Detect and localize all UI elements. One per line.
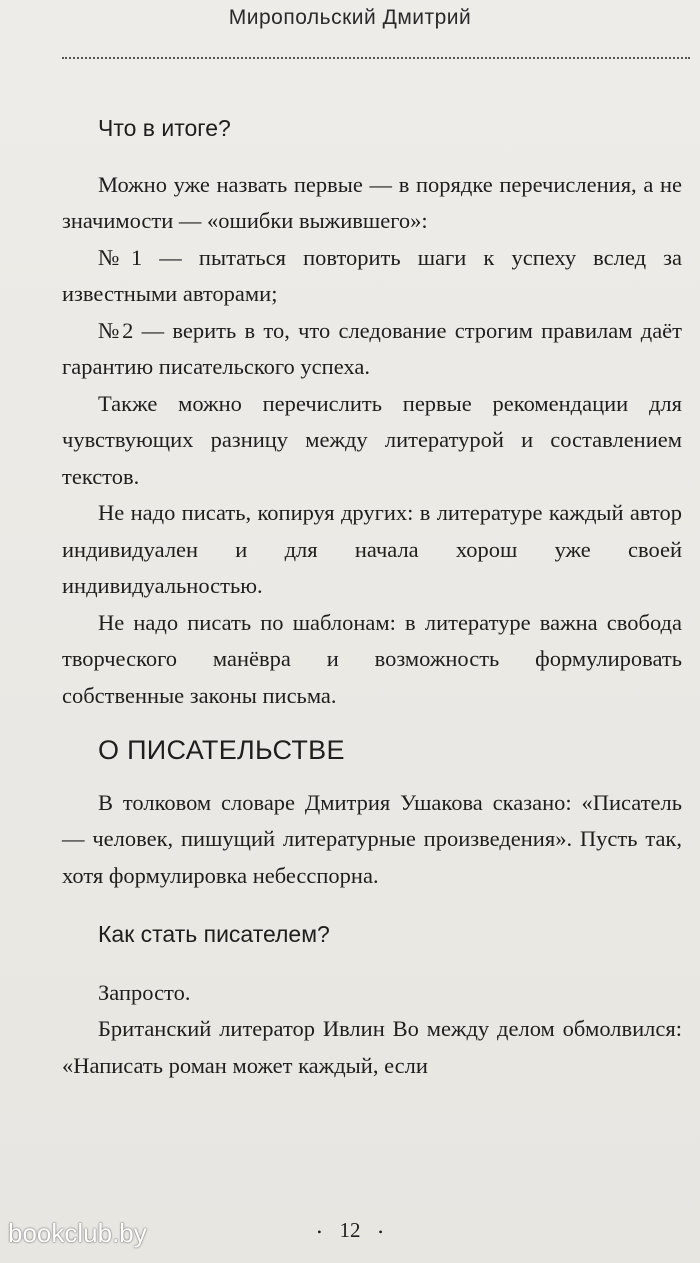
paragraph: Не надо писать по шаблонам: в литературе важна свобода творческого манёвра и возможность формулировать собственные законы письма. xyxy=(62,609,682,708)
paragraph: Можно уже назвать первые — в порядке перечисления, а не значимости — «ошибки выжившего»: xyxy=(62,171,682,233)
paragraph: Британский литератор Ивлин Во между делом обмолвился: «Написать роман может каждый, если xyxy=(62,1016,682,1078)
subheading-kak: Как стать писателем? xyxy=(98,921,330,947)
paragraph: №2 — верить в то, что следование строгим правилам даёт гарантию писательского успеха. xyxy=(62,317,682,379)
paragraph: Запросто. xyxy=(98,979,191,1005)
subheading-itog: Что в итоге? xyxy=(98,115,231,141)
section-heading: О ПИСАТЕЛЬСТВЕ xyxy=(98,735,345,765)
watermark: bookclub.by xyxy=(8,1218,147,1248)
paragraph: №1 — пытаться повторить шаги к успеху вслед за известными авторами; xyxy=(62,244,682,306)
paragraph: В толковом словаре Дмитрия Ушакова сказано: «Писатель — человек, пишущий литературные произведения». Пусть так, хотя формулировка небесспорна. xyxy=(62,789,682,888)
page-content xyxy=(62,110,682,1084)
paragraph: Также можно перечислить первые рекомендации для чувствующих разницу между литературой и составлением текстов. xyxy=(62,390,682,489)
footer-bullet-left: • xyxy=(317,1224,322,1239)
page-number: 12 xyxy=(339,1218,361,1242)
footer-bullet-right: • xyxy=(378,1224,383,1239)
running-header: Миропольский Дмитрий xyxy=(228,6,472,29)
paragraph: Не надо писать, копируя других: в литературе каждый автор индивидуален и для начала хорош уже своей индивидуальностью. xyxy=(62,500,682,598)
header-dotted-rule xyxy=(62,57,690,59)
